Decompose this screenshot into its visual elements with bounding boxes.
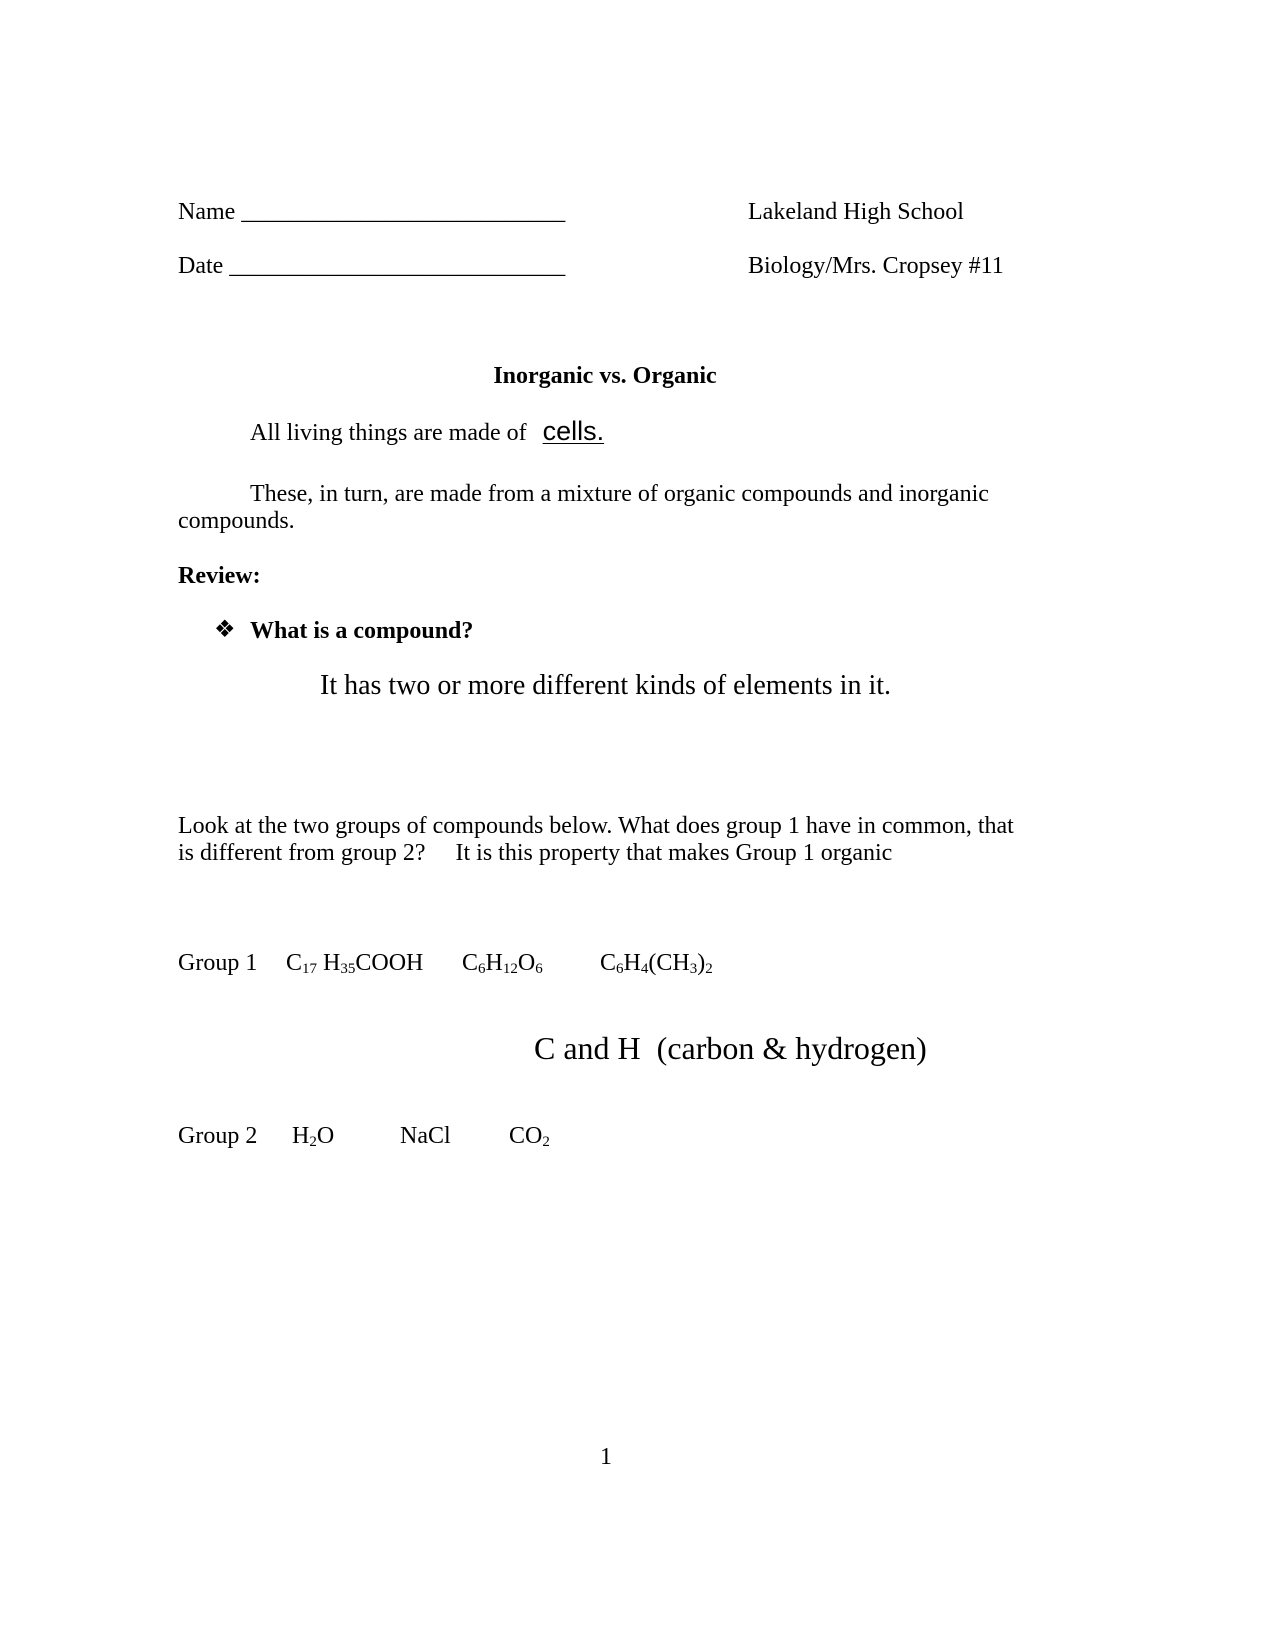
bullet-icon: ❖ [214,617,236,643]
page-title: Inorganic vs. Organic [493,363,717,389]
name-field-label: Name ___________________________ [178,199,566,225]
group-answer: C and H (carbon & hydrogen) [534,1030,927,1066]
intro-para-line1: These, in turn, are made from a mixture of organic compounds and inorganic [250,481,989,507]
group2-formula-carbon-dioxide: $CO_2$ [509,1123,550,1150]
date-field-label: Date ____________________________ [178,253,566,279]
group2-formula-salt: NaCl [400,1123,451,1149]
groups-prompt-line2: is different from group 2? It is this property that makes Group 1 organic [178,840,893,866]
intro-answer: cells. [542,416,605,446]
group1-formula-xylene: $C_6H_4(CH_3)_2$ [600,950,713,977]
group2-label: Group 2 [178,1123,258,1149]
class-line: Biology/Mrs. Cropsey #11 [748,253,1004,279]
group1-label: Group 1 [178,950,258,976]
group1-formula-stearic-acid: $C_{17}$ $H_{35}COOH$ [286,950,424,977]
group2-formula-water: $H_2O$ [292,1123,335,1150]
intro-prefix: All living things are made of [250,420,527,446]
review-answer: It has two or more different kinds of elements in it. [320,670,892,701]
review-question: What is a compound? [250,618,474,644]
review-heading: Review: [178,563,261,589]
school-name: Lakeland High School [748,199,964,225]
intro-line [250,416,604,447]
intro-para-line2: compounds. [178,508,295,534]
group1-formula-glucose: $C_6H_{12}O_6$ [462,950,543,977]
page-number: 1 [600,1444,612,1470]
groups-prompt-line1: Look at the two groups of compounds below. What does group 1 have in common, that [178,813,1014,839]
